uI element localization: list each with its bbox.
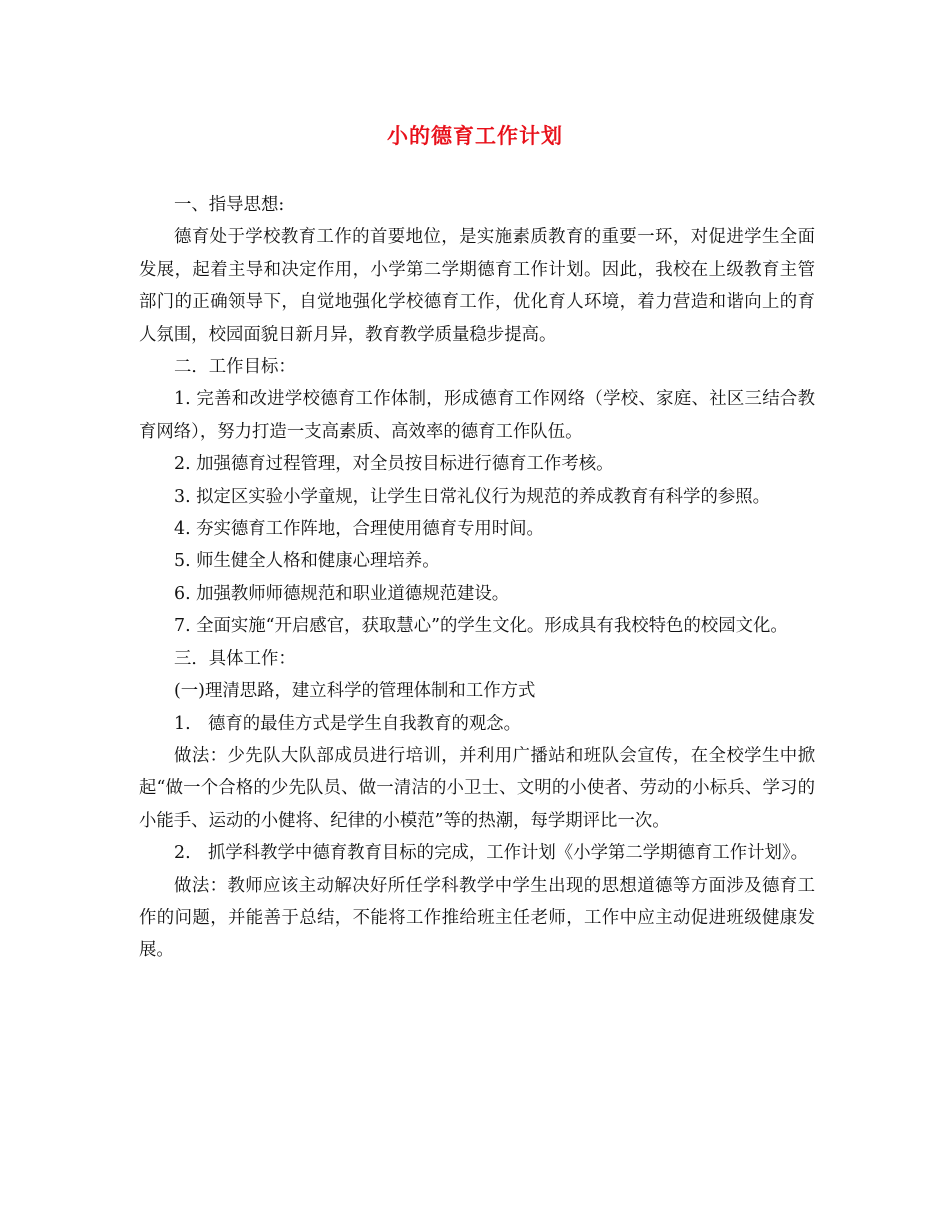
- work-item-2: 2. 抓学科教学中德育教育目标的完成，工作计划《小学第二学期德育工作计划》。: [174, 843, 808, 864]
- goal-item-4: 4. 夯实德育工作阵地，合理使用德育专用时间。: [174, 519, 544, 540]
- section-heading-guiding-thought: 一、指导思想:: [174, 195, 285, 215]
- work-item-1: 1. 德育的最佳方式是学生自我教育的观念。: [174, 713, 522, 734]
- paragraph-guiding-thought: 德育处于学校教育工作的首要地位，是实施素质教育的重要一环，对促进学生全面发展，起着主导和决定作用，小学第二学期德育工作计划。因此，我校在上级教育主管部门的正确领导下，自觉地强化学校德育工作，优化育人环境，着力营造和谐向上的育人氛围，校园面貌日新月异，教育教学质量稳步提高。: [139, 227, 815, 345]
- work-item-2-method: 做法：教师应该主动解决好所任学科教学中学生出现的思想道德等方面涉及德育工作的问题，并能善于总结，不能将工作推给班主任老师，工作中应主动促进班级健康发展。: [139, 875, 815, 961]
- section-heading-work-goals: 二．工作目标：: [174, 357, 296, 378]
- goal-item-5: 5. 师生健全人格和健康心理培养。: [174, 551, 440, 572]
- document-title: 小的德育工作计划: [387, 123, 563, 148]
- goal-item-7: 7. 全面实施“开启感官，获取慧心”的学生文化。形成具有我校特色的校园文化。: [174, 616, 788, 637]
- section-heading-specific-work: 三．具体工作：: [174, 648, 296, 669]
- document-body: [139, 189, 815, 967]
- goal-item-3: 3. 拟定区实验小学童规，让学生日常礼仪行为规范的养成教育有科学的参照。: [174, 486, 771, 507]
- goal-item-6: 6. 加强教师师德规范和职业道德规范建设。: [174, 583, 510, 604]
- goal-item-1: 1. 完善和改进学校德育工作体制，形成德育工作网络（学校、家庭、社区三结合教育网络），努力打造一支高素质、高效率的德育工作队伍。: [139, 389, 815, 442]
- goal-item-2: 2. 加强德育过程管理，对全员按目标进行德育工作考核。: [174, 454, 614, 475]
- subsection-heading-1: (一)理清思路，建立科学的管理体制和工作方式: [174, 681, 536, 702]
- work-item-1-method: 做法：少先队大队部成员进行培训，并利用广播站和班队会宣传，在全校学生中掀起“做一个合格的少先队员、做一清洁的小卫士、文明的小使者、劳动的小标兵、学习的小能手、运动的小健将、纪律的小模范”等的热潮，每学期评比一次。: [139, 745, 815, 831]
